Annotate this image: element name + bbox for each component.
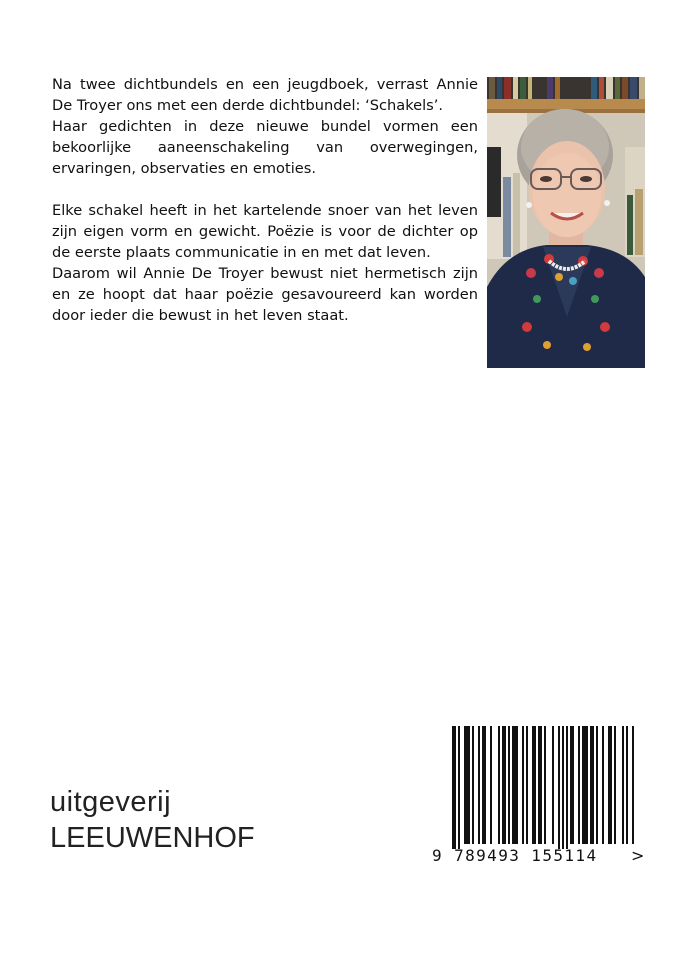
barcode-bar bbox=[578, 726, 580, 844]
barcode-bar bbox=[498, 726, 500, 844]
barcode-bar bbox=[522, 726, 524, 844]
book-description bbox=[52, 74, 478, 326]
barcode-bar bbox=[558, 726, 560, 849]
barcode-bar bbox=[614, 726, 616, 844]
description-line: Daarom wil Annie De Troyer bewust niet hermetisch zijn en ze hoopt dat haar poëzie gesavoureerd kan worden door ieder die bewust in het leven staat. bbox=[52, 265, 478, 324]
description-line: Na twee dichtbundels en een jeugdboek, verrast Annie De Troyer ons met een derde dichtbundel: ‘Schakels’. bbox=[52, 76, 478, 114]
isbn-number: 9 789493 155114 bbox=[432, 846, 598, 865]
barcode-bar bbox=[452, 726, 456, 849]
barcode-bar bbox=[562, 726, 564, 849]
barcode-bar bbox=[458, 726, 460, 849]
barcode-bar bbox=[464, 726, 470, 844]
author-photo bbox=[487, 77, 645, 368]
barcode-bar bbox=[478, 726, 480, 844]
publisher-line-1: uitgeverij bbox=[50, 786, 172, 818]
barcode-bar bbox=[538, 726, 542, 844]
barcode-bar bbox=[544, 726, 546, 844]
barcode-bar bbox=[570, 726, 574, 844]
barcode-bar bbox=[472, 726, 474, 844]
barcode-bar bbox=[590, 726, 594, 844]
barcode-bar bbox=[502, 726, 506, 844]
barcode-bar bbox=[552, 726, 554, 844]
barcode-bar bbox=[602, 726, 604, 844]
barcode-bar bbox=[526, 726, 528, 844]
barcode-bar bbox=[532, 726, 536, 844]
barcode-bar bbox=[632, 726, 634, 844]
barcode-bar bbox=[490, 726, 492, 844]
barcode-bar bbox=[626, 726, 628, 844]
barcode-bar bbox=[608, 726, 612, 844]
isbn-arrow-icon: > bbox=[631, 846, 645, 865]
barcode-bar bbox=[566, 726, 568, 849]
barcode-bar bbox=[582, 726, 588, 844]
description-line: Haar gedichten in deze nieuwe bundel vormen een bekoorlijke aaneenschakeling van overwegingen, ervaringen, observaties en emoties. bbox=[52, 118, 478, 177]
publisher-logo bbox=[50, 784, 255, 856]
barcode-bar bbox=[482, 726, 486, 844]
barcode-bar bbox=[512, 726, 518, 844]
barcode-bar bbox=[622, 726, 624, 844]
barcode-bar bbox=[508, 726, 510, 844]
publisher-line-2: LEEUWENHOF bbox=[50, 822, 255, 854]
barcode-bar bbox=[596, 726, 598, 844]
barcode-bars bbox=[430, 724, 645, 849]
description-line: Elke schakel heeft in het kartelende snoer van het leven zijn eigen vorm en gewicht. Poëzie is voor de dichter op de eerste plaats communicatie in en met dat leven. bbox=[52, 202, 478, 261]
